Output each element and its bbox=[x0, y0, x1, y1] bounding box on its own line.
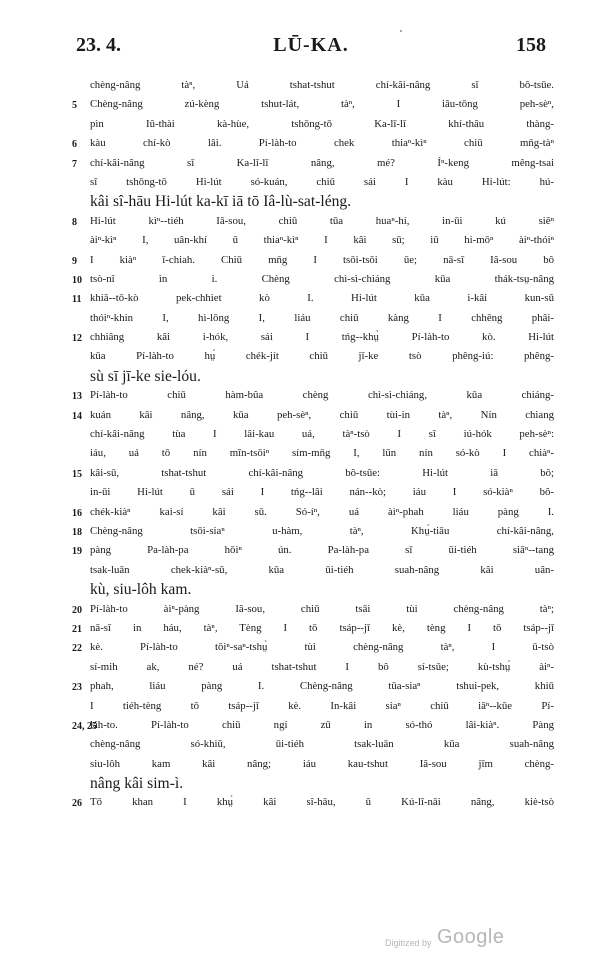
verse-number: 12 bbox=[72, 333, 82, 345]
text-line bbox=[72, 328, 554, 347]
verse-number: 15 bbox=[72, 468, 82, 480]
text-line bbox=[76, 774, 554, 793]
line-text: chí-kâi-nâng tùa I lâi-kau uá, tàⁿ-tsò I sī iú-hók peh-sèⁿ: bbox=[90, 428, 554, 441]
line-text: kuán kâi nâng, kūa peh-sèⁿ, chiū tùi-in tàⁿ, Nín chiang bbox=[90, 408, 554, 421]
text-line bbox=[72, 638, 554, 657]
line-text: Tō khan I khṳ̀ kâi sî-hāu, ū Kú-lī-nāi nâng, kiè-tsò bbox=[90, 796, 554, 809]
verse-number: 9 bbox=[72, 255, 77, 267]
text-line bbox=[72, 464, 554, 483]
text-line bbox=[76, 115, 554, 134]
text-line bbox=[72, 503, 554, 522]
line-text: khiā-‑tō-kò pek-chhiet kò I. Hi-lút kūa i-kâi kun-sū bbox=[90, 292, 554, 305]
line-text: tsak-luān chek-kiàⁿ-sū, kūa ūi-tiéh suah-nâng kâi uân- bbox=[90, 563, 554, 576]
line-text: siu-lôh kam kâi nâng; iáu kau-tshut Iâ-sou jīm chèng- bbox=[90, 757, 554, 770]
line-text: láh-to. Pí-làh-to chiū ngí zū in só-thó lâi-kiàⁿ. Pàng bbox=[90, 718, 554, 731]
digitized-by-text: Digitized by bbox=[385, 938, 432, 948]
text-line bbox=[76, 425, 554, 444]
line-text: tsò-nî ìn i. Chèng chì-sì-chiáng kūa thák-tsṳ-nâng bbox=[90, 272, 554, 285]
line-text: Chèng-nâng tsōi-siaⁿ u-hàm, tàⁿ, Khṳ́-tiāu chí-kâi-nâng, bbox=[90, 524, 554, 537]
line-text: Pí-làh-to àiⁿ-pàng Iâ-sou, chiū tsāi tùi chèng-nâng tàⁿ; bbox=[90, 602, 554, 615]
text-line bbox=[72, 793, 554, 812]
google-logo: Google bbox=[437, 926, 505, 948]
page-number: 158 bbox=[516, 34, 546, 56]
verse-number: 26 bbox=[72, 798, 82, 810]
verse-number: 8 bbox=[72, 216, 77, 228]
line-text: I tiéh-tèng tō tsáp-‑jī kè. In-kâi siaⁿ chiū iāⁿ-‑kūe Pí- bbox=[90, 699, 554, 712]
line-text: chhiâng kâi i-hók, sái I tńg-‑khṳ̀ Pí-làh-to kò. Hi-lút bbox=[90, 331, 554, 344]
page-header bbox=[76, 34, 546, 64]
text-line bbox=[76, 658, 554, 677]
line-text: Chèng-nâng zú-kèng tshut-lát, tàⁿ, I iâu-tōng peh-sèⁿ, bbox=[90, 98, 554, 111]
verse-number: 13 bbox=[72, 391, 82, 403]
line-text: I kiàⁿ ī-chiah. Chiū mn̄g I tsōi-tsōi ūe; nā-sī Iâ-sou bô bbox=[90, 253, 554, 266]
line-text: chèng-nâng só-khiū, ūi-tiéh tsak-luān kūa suah-nâng bbox=[90, 738, 554, 751]
verse-number: 22 bbox=[72, 643, 82, 655]
page-body bbox=[72, 76, 554, 813]
text-line bbox=[76, 580, 554, 599]
line-text: in-ūi Hi-lút ū sái I tńg-‑lâi nán-‑kò; iáu I só-kiàⁿ bô- bbox=[90, 486, 554, 499]
line-text: chí-kâi-nâng sī Ka-lī-lī nâng, mé? Íⁿ-keng mêng-tsai bbox=[90, 156, 554, 169]
verse-number: 23 bbox=[72, 682, 82, 694]
text-line bbox=[76, 755, 554, 774]
line-text: chèng-nâng tàⁿ, Uá tshat-tshut chí-kâi-nâng sī bô-tsūe. bbox=[90, 79, 554, 91]
text-line bbox=[76, 367, 554, 386]
text-line bbox=[76, 697, 554, 716]
line-text: kàu chí-kò lâi. Pí-làh-to chek thiaⁿ-kìⁿ chiū mn̄g-tàⁿ bbox=[90, 137, 554, 150]
line-text: kâi-sū, tshat-tshut chí-kâi-nâng bô-tsūe: Hi-lút iā bô; bbox=[90, 466, 554, 479]
line-text: nâng kâi sim-ì. bbox=[90, 775, 184, 793]
line-text: sí-mih ak, né? uá tshat-tshut I bô sí-tsūe; kù-tshṳ́ àiⁿ- bbox=[90, 660, 554, 673]
text-line bbox=[72, 134, 554, 153]
line-text: kūa Pí-làh-to hṳ́ chék-jít chiū jī-ke tsò phêng-iú: phêng- bbox=[90, 350, 554, 363]
line-text: kù, siu-lôh kam. bbox=[90, 581, 192, 599]
text-line bbox=[76, 561, 554, 580]
print-speck bbox=[400, 30, 402, 32]
line-text: nā-sī in háu, tàⁿ, Tèng I tō tsáp-‑jī kè, tèng I tō tsáp-‑jī bbox=[90, 621, 554, 634]
text-line bbox=[76, 76, 554, 95]
text-line bbox=[76, 173, 554, 192]
text-line bbox=[72, 619, 554, 638]
text-line bbox=[72, 212, 554, 231]
text-line bbox=[72, 95, 554, 114]
text-line bbox=[72, 154, 554, 173]
text-line bbox=[72, 677, 554, 696]
text-line bbox=[72, 386, 554, 405]
text-line bbox=[76, 444, 554, 463]
verse-number: 7 bbox=[72, 158, 77, 170]
verse-number: 10 bbox=[72, 274, 82, 286]
book-title: LŪ-KA. bbox=[273, 34, 349, 56]
line-text: Pí-làh-to chiū hàm-bûa chèng chì-sì-chiáng, kūa chiáng- bbox=[90, 389, 554, 402]
text-line bbox=[72, 406, 554, 425]
text-line bbox=[72, 716, 554, 735]
text-line bbox=[76, 347, 554, 366]
line-text: pìn Iû-thài kà-hùe, tshōng-tō Ka-lī-lī khí-thâu thàng- bbox=[90, 117, 554, 130]
verse-number: 14 bbox=[72, 410, 82, 422]
digitized-watermark bbox=[385, 925, 525, 955]
line-text: àiⁿ-kìⁿ I, uân-khí ū thiaⁿ-kìⁿ I kâi sū; iū hi-mōⁿ àiⁿ-thóiⁿ bbox=[90, 234, 554, 247]
text-line bbox=[76, 231, 554, 250]
chapter-verse-ref: 23. 4. bbox=[76, 34, 121, 56]
line-text: pàng Pa-làh-pa hōiⁿ ún. Pa-làh-pa sī ūi-tiéh siāⁿ-‑tang bbox=[90, 544, 554, 557]
text-line bbox=[72, 251, 554, 270]
verse-number: 11 bbox=[72, 294, 82, 306]
line-text: phah, liáu pàng I. Chèng-nâng tūa-siaⁿ tshui-pek, khiū bbox=[90, 680, 554, 693]
text-line bbox=[76, 309, 554, 328]
verse-number: 20 bbox=[72, 604, 82, 616]
verse-number: 16 bbox=[72, 507, 82, 519]
text-line bbox=[76, 192, 554, 211]
line-text: Hi-lút kìⁿ-‑tiéh Iâ-sou, chiū tūa huaⁿ-hí, in-ūi kú siēⁿ bbox=[90, 214, 554, 227]
line-text: thóiⁿ-khin I, hì-lōng I, liáu chiū kàng I chhēng phâi- bbox=[90, 311, 554, 324]
text-line bbox=[76, 735, 554, 754]
line-text: kè. Pí-làh-to tōiⁿ-saⁿ-tshṳ̀ tùi chèng-nâng tàⁿ, I ū-tsò bbox=[90, 641, 554, 654]
text-line bbox=[72, 270, 554, 289]
line-text: chék-kiàⁿ kai-sí kâi sū. Só-íⁿ, uá àiⁿ-phah liáu pàng I. bbox=[90, 505, 554, 518]
text-line bbox=[72, 600, 554, 619]
text-line bbox=[72, 541, 554, 560]
text-line bbox=[72, 522, 554, 541]
verse-number: 6 bbox=[72, 139, 77, 151]
line-text: sù sī jī-ke sie-lóu. bbox=[90, 367, 201, 385]
verse-number: 18 bbox=[72, 526, 82, 538]
verse-number: 19 bbox=[72, 546, 82, 558]
line-text: sī tshōng-tō Hi-lút só-kuán, chiū sái I kàu Hi-lút: hú- bbox=[90, 175, 554, 188]
verse-number: 24, 25 bbox=[72, 720, 97, 732]
line-text: kâi sî-hāu Hi-lút ka-kī iā tō Iâ-lù-sat-léng. bbox=[90, 193, 352, 211]
text-line bbox=[72, 289, 554, 308]
verse-number: 21 bbox=[72, 623, 82, 635]
text-line bbox=[76, 483, 554, 502]
line-text: iáu, uá tō nín mīn-tsōiⁿ sím-mn̄g I, lūn nín só-kò I chiàⁿ- bbox=[90, 447, 554, 460]
verse-number: 5 bbox=[72, 100, 77, 112]
